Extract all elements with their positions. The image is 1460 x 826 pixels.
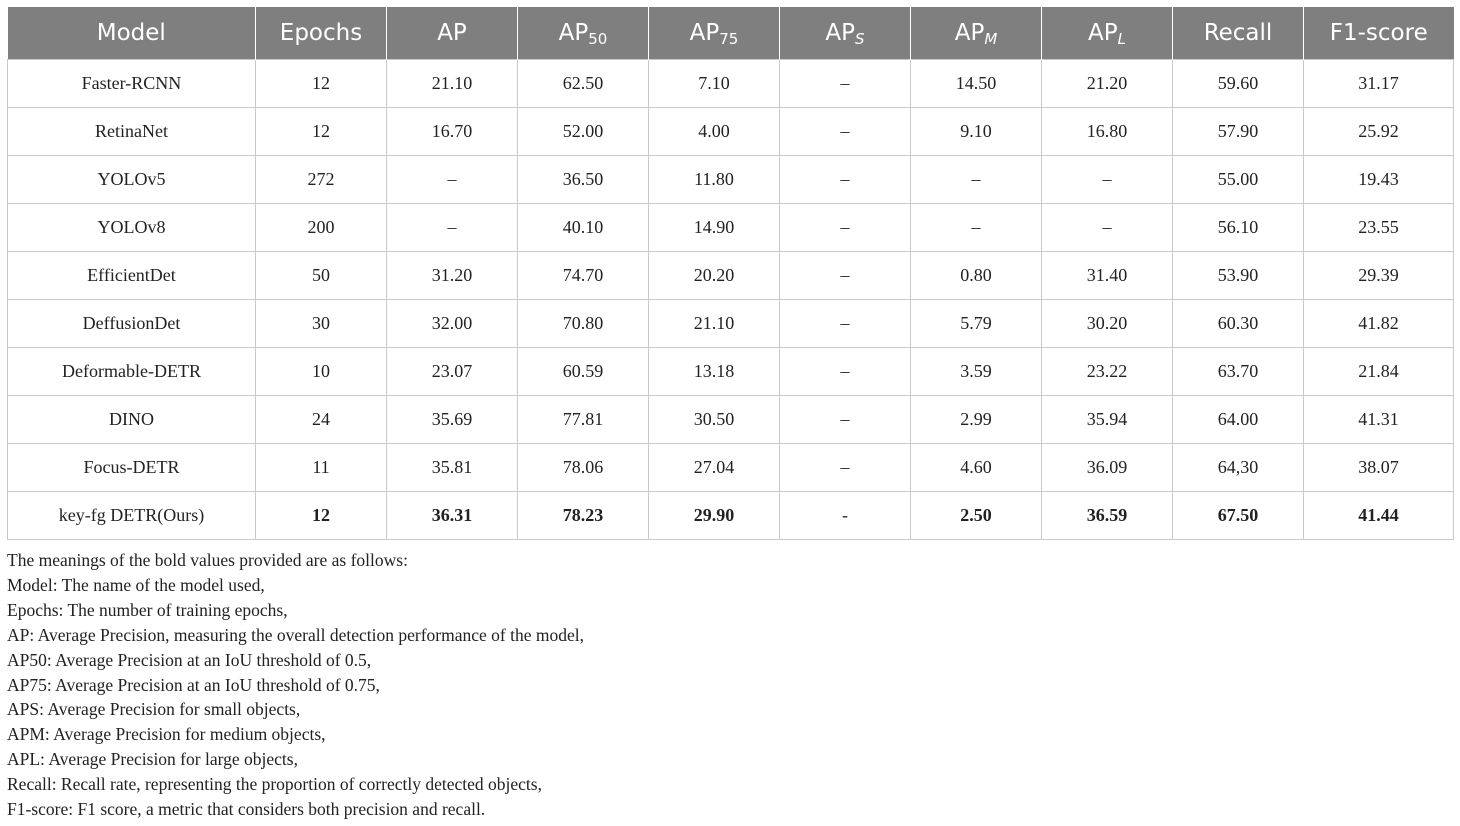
table-row <box>8 156 1454 204</box>
footnote-line: APS: Average Precision for small objects, <box>7 699 301 720</box>
cell-apm: 3.59 <box>911 348 1042 396</box>
cell-epochs: 12 <box>256 108 387 156</box>
cell-apm: – <box>911 156 1042 204</box>
cell-ap75: 4.00 <box>649 108 780 156</box>
cell-ap50: 77.81 <box>518 396 649 444</box>
cell-epochs: 12 <box>256 60 387 108</box>
cell-apl: 23.22 <box>1042 348 1173 396</box>
cell-f1-score: 41.44 <box>1304 492 1454 540</box>
header-aps: $AP_S$ <box>780 7 911 60</box>
cell-apl: 30.20 <box>1042 300 1173 348</box>
cell-apm: 14.50 <box>911 60 1042 108</box>
cell-model: Focus-DETR <box>8 444 256 492</box>
cell-recall: 63.70 <box>1173 348 1304 396</box>
cell-f1-score: 23.55 <box>1304 204 1454 252</box>
cell-ap75: 29.90 <box>649 492 780 540</box>
cell-ap: 21.10 <box>387 60 518 108</box>
table-row <box>8 204 1454 252</box>
table-footnotes <box>7 548 1453 822</box>
cell-model: key-fg DETR(Ours) <box>8 492 256 540</box>
cell-aps: – <box>780 204 911 252</box>
cell-recall: 53.90 <box>1173 252 1304 300</box>
cell-epochs: 11 <box>256 444 387 492</box>
cell-ap: 35.81 <box>387 444 518 492</box>
table-row <box>8 348 1454 396</box>
cell-aps: – <box>780 348 911 396</box>
cell-ap75: 7.10 <box>649 60 780 108</box>
footnote-line: Epochs: The number of training epochs, <box>7 599 288 620</box>
cell-aps: – <box>780 108 911 156</box>
cell-f1-score: 38.07 <box>1304 444 1454 492</box>
footnote-line: Model: The name of the model used, <box>7 574 265 595</box>
results-table-container <box>7 7 1453 822</box>
cell-apl: 35.94 <box>1042 396 1173 444</box>
cell-ap: – <box>387 204 518 252</box>
cell-apl: 16.80 <box>1042 108 1173 156</box>
cell-model: EfficientDet <box>8 252 256 300</box>
cell-apm: 0.80 <box>911 252 1042 300</box>
cell-apm: 4.60 <box>911 444 1042 492</box>
footnote-line: APL: Average Precision for large objects, <box>7 749 298 770</box>
header-ap50: $AP_{50}$ <box>518 7 649 60</box>
cell-ap75: 11.80 <box>649 156 780 204</box>
table-body <box>8 60 1454 540</box>
table-row <box>8 300 1454 348</box>
header-epochs: Epochs <box>256 7 387 60</box>
cell-ap: 32.00 <box>387 300 518 348</box>
cell-f1-score: 21.84 <box>1304 348 1454 396</box>
cell-aps: - <box>780 492 911 540</box>
table-row <box>8 108 1454 156</box>
cell-f1-score: 29.39 <box>1304 252 1454 300</box>
table-row <box>8 396 1454 444</box>
cell-apm: 9.10 <box>911 108 1042 156</box>
cell-aps: – <box>780 156 911 204</box>
cell-recall: 56.10 <box>1173 204 1304 252</box>
table-row-ours <box>8 492 1454 540</box>
cell-f1-score: 19.43 <box>1304 156 1454 204</box>
cell-model: RetinaNet <box>8 108 256 156</box>
cell-apm: 5.79 <box>911 300 1042 348</box>
header-row <box>8 7 1454 60</box>
cell-aps: – <box>780 444 911 492</box>
cell-ap50: 60.59 <box>518 348 649 396</box>
cell-ap50: 78.23 <box>518 492 649 540</box>
cell-ap50: 62.50 <box>518 60 649 108</box>
cell-recall: 59.60 <box>1173 60 1304 108</box>
header-ap: AP <box>387 7 518 60</box>
cell-ap50: 52.00 <box>518 108 649 156</box>
footnote-line: The meanings of the bold values provided are as follows: <box>7 550 408 570</box>
cell-recall: 64.00 <box>1173 396 1304 444</box>
cell-epochs: 272 <box>256 156 387 204</box>
table-row <box>8 252 1454 300</box>
header-apl: $AP_L$ <box>1042 7 1173 60</box>
footnote-line: AP75: Average Precision at an IoU threshold of 0.75, <box>7 674 380 695</box>
cell-ap: 16.70 <box>387 108 518 156</box>
cell-apl: 36.59 <box>1042 492 1173 540</box>
footnote-line: Recall: Recall rate, representing the proportion of correctly detected objects, <box>7 774 542 795</box>
cell-model: YOLOv5 <box>8 156 256 204</box>
cell-apm: – <box>911 204 1042 252</box>
cell-ap75: 14.90 <box>649 204 780 252</box>
cell-apl: 21.20 <box>1042 60 1173 108</box>
cell-ap: 31.20 <box>387 252 518 300</box>
cell-epochs: 200 <box>256 204 387 252</box>
cell-f1-score: 41.82 <box>1304 300 1454 348</box>
cell-ap50: 40.10 <box>518 204 649 252</box>
header-model: Model <box>8 7 256 60</box>
results-table <box>7 7 1454 540</box>
cell-ap50: 36.50 <box>518 156 649 204</box>
cell-recall: 57.90 <box>1173 108 1304 156</box>
footnote-line: APM: Average Precision for medium objects, <box>7 724 326 745</box>
cell-ap: 36.31 <box>387 492 518 540</box>
table-row <box>8 60 1454 108</box>
cell-epochs: 30 <box>256 300 387 348</box>
cell-ap75: 21.10 <box>649 300 780 348</box>
cell-apl: – <box>1042 204 1173 252</box>
cell-apm: 2.99 <box>911 396 1042 444</box>
cell-recall: 67.50 <box>1173 492 1304 540</box>
cell-aps: – <box>780 300 911 348</box>
footnote-line: AP50: Average Precision at an IoU threshold of 0.5, <box>7 649 372 670</box>
cell-recall: 55.00 <box>1173 156 1304 204</box>
cell-apl: 31.40 <box>1042 252 1173 300</box>
cell-ap: 23.07 <box>387 348 518 396</box>
cell-apm: 2.50 <box>911 492 1042 540</box>
cell-ap50: 70.80 <box>518 300 649 348</box>
footnote-line: AP: Average Precision, measuring the overall detection performance of the model, <box>7 624 584 645</box>
table-row <box>8 444 1454 492</box>
cell-ap75: 27.04 <box>649 444 780 492</box>
cell-epochs: 24 <box>256 396 387 444</box>
cell-ap75: 30.50 <box>649 396 780 444</box>
cell-ap: – <box>387 156 518 204</box>
cell-ap: 35.69 <box>387 396 518 444</box>
cell-recall: 60.30 <box>1173 300 1304 348</box>
header-ap75: $AP_{75}$ <box>649 7 780 60</box>
cell-f1-score: 25.92 <box>1304 108 1454 156</box>
cell-model: YOLOv8 <box>8 204 256 252</box>
cell-aps: – <box>780 396 911 444</box>
cell-model: DINO <box>8 396 256 444</box>
cell-model: Faster-RCNN <box>8 60 256 108</box>
header-apm: $AP_M$ <box>911 7 1042 60</box>
cell-model: Deformable-DETR <box>8 348 256 396</box>
cell-apl: 36.09 <box>1042 444 1173 492</box>
cell-ap50: 74.70 <box>518 252 649 300</box>
cell-f1-score: 31.17 <box>1304 60 1454 108</box>
header-f1-score: F1-score <box>1304 7 1454 60</box>
cell-recall: 64,30 <box>1173 444 1304 492</box>
cell-epochs: 50 <box>256 252 387 300</box>
cell-epochs: 10 <box>256 348 387 396</box>
cell-ap75: 20.20 <box>649 252 780 300</box>
cell-ap50: 78.06 <box>518 444 649 492</box>
cell-ap75: 13.18 <box>649 348 780 396</box>
cell-aps: – <box>780 60 911 108</box>
header-recall: Recall <box>1173 7 1304 60</box>
footnote-line: F1-score: F1 score, a metric that considers both precision and recall. <box>7 799 486 820</box>
cell-model: DeffusionDet <box>8 300 256 348</box>
cell-epochs: 12 <box>256 492 387 540</box>
cell-f1-score: 41.31 <box>1304 396 1454 444</box>
cell-aps: – <box>780 252 911 300</box>
cell-apl: – <box>1042 156 1173 204</box>
